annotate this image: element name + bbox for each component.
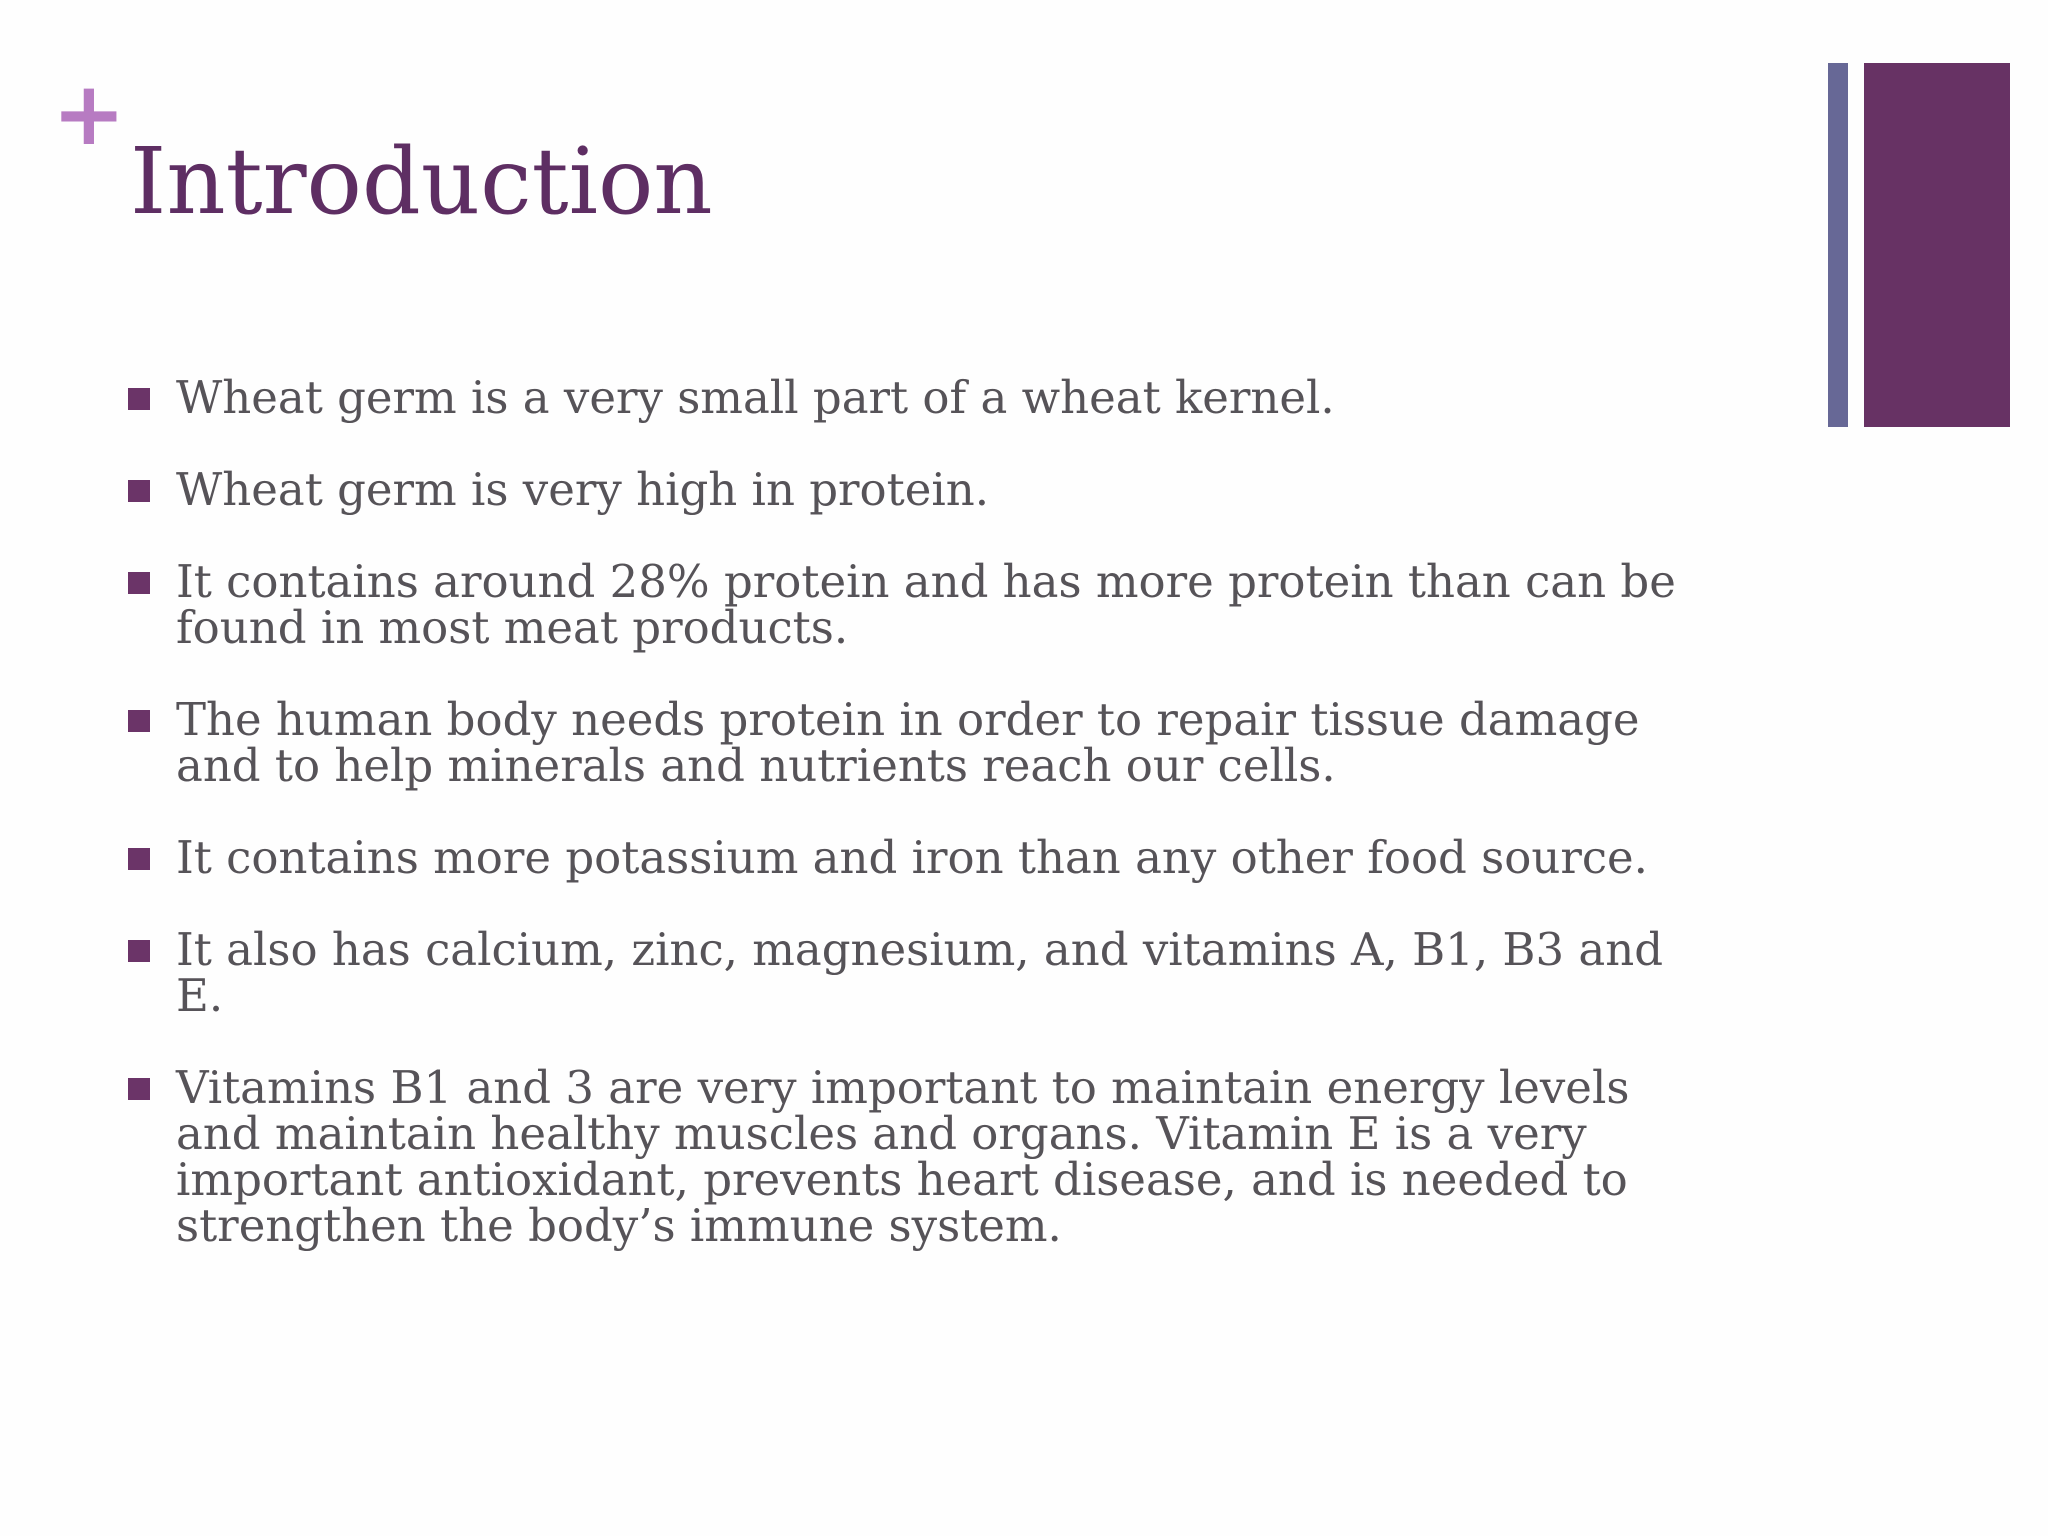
slide-title: Introduction: [130, 128, 713, 235]
decorative-bar-thin: [1828, 63, 1848, 427]
bullet-item: [128, 463, 1828, 516]
square-bullet-icon: [128, 388, 150, 410]
bullet-item: [128, 555, 1828, 654]
square-bullet-icon: [128, 1078, 150, 1100]
bullet-text: Vitamins B1 and 3 are very important to maintain energy levels and maintain healthy muscles and organs. Vitamin E is a very important antioxidant, prevents heart disease, and is needed to strengthen the body’s immune system.: [176, 1061, 1630, 1252]
bullet-text: The human body needs protein in order to repair tissue damage and to help minerals and nutrients reach our cells.: [176, 693, 1640, 792]
bullet-list: [128, 371, 1828, 1295]
plus-icon: +: [52, 62, 126, 165]
bullet-item: [128, 371, 1828, 424]
decorative-bar-wide: [1864, 63, 2010, 427]
square-bullet-icon: [128, 710, 150, 732]
bullet-item: [128, 923, 1828, 1022]
square-bullet-icon: [128, 940, 150, 962]
bullet-item: [128, 831, 1828, 884]
bullet-text: Wheat germ is very high in protein.: [176, 463, 990, 516]
bullet-text: It contains around 28% protein and has more protein than can be found in most meat products.: [176, 555, 1676, 654]
bullet-text: It contains more potassium and iron than any other food source.: [176, 831, 1648, 884]
square-bullet-icon: [128, 848, 150, 870]
bullet-item: [128, 1061, 1828, 1252]
bullet-text: It also has calcium, zinc, magnesium, and vitamins A, B1, B3 and E.: [176, 923, 1664, 1022]
square-bullet-icon: [128, 480, 150, 502]
square-bullet-icon: [128, 572, 150, 594]
bullet-text: Wheat germ is a very small part of a wheat kernel.: [176, 371, 1335, 424]
bullet-item: [128, 693, 1828, 792]
